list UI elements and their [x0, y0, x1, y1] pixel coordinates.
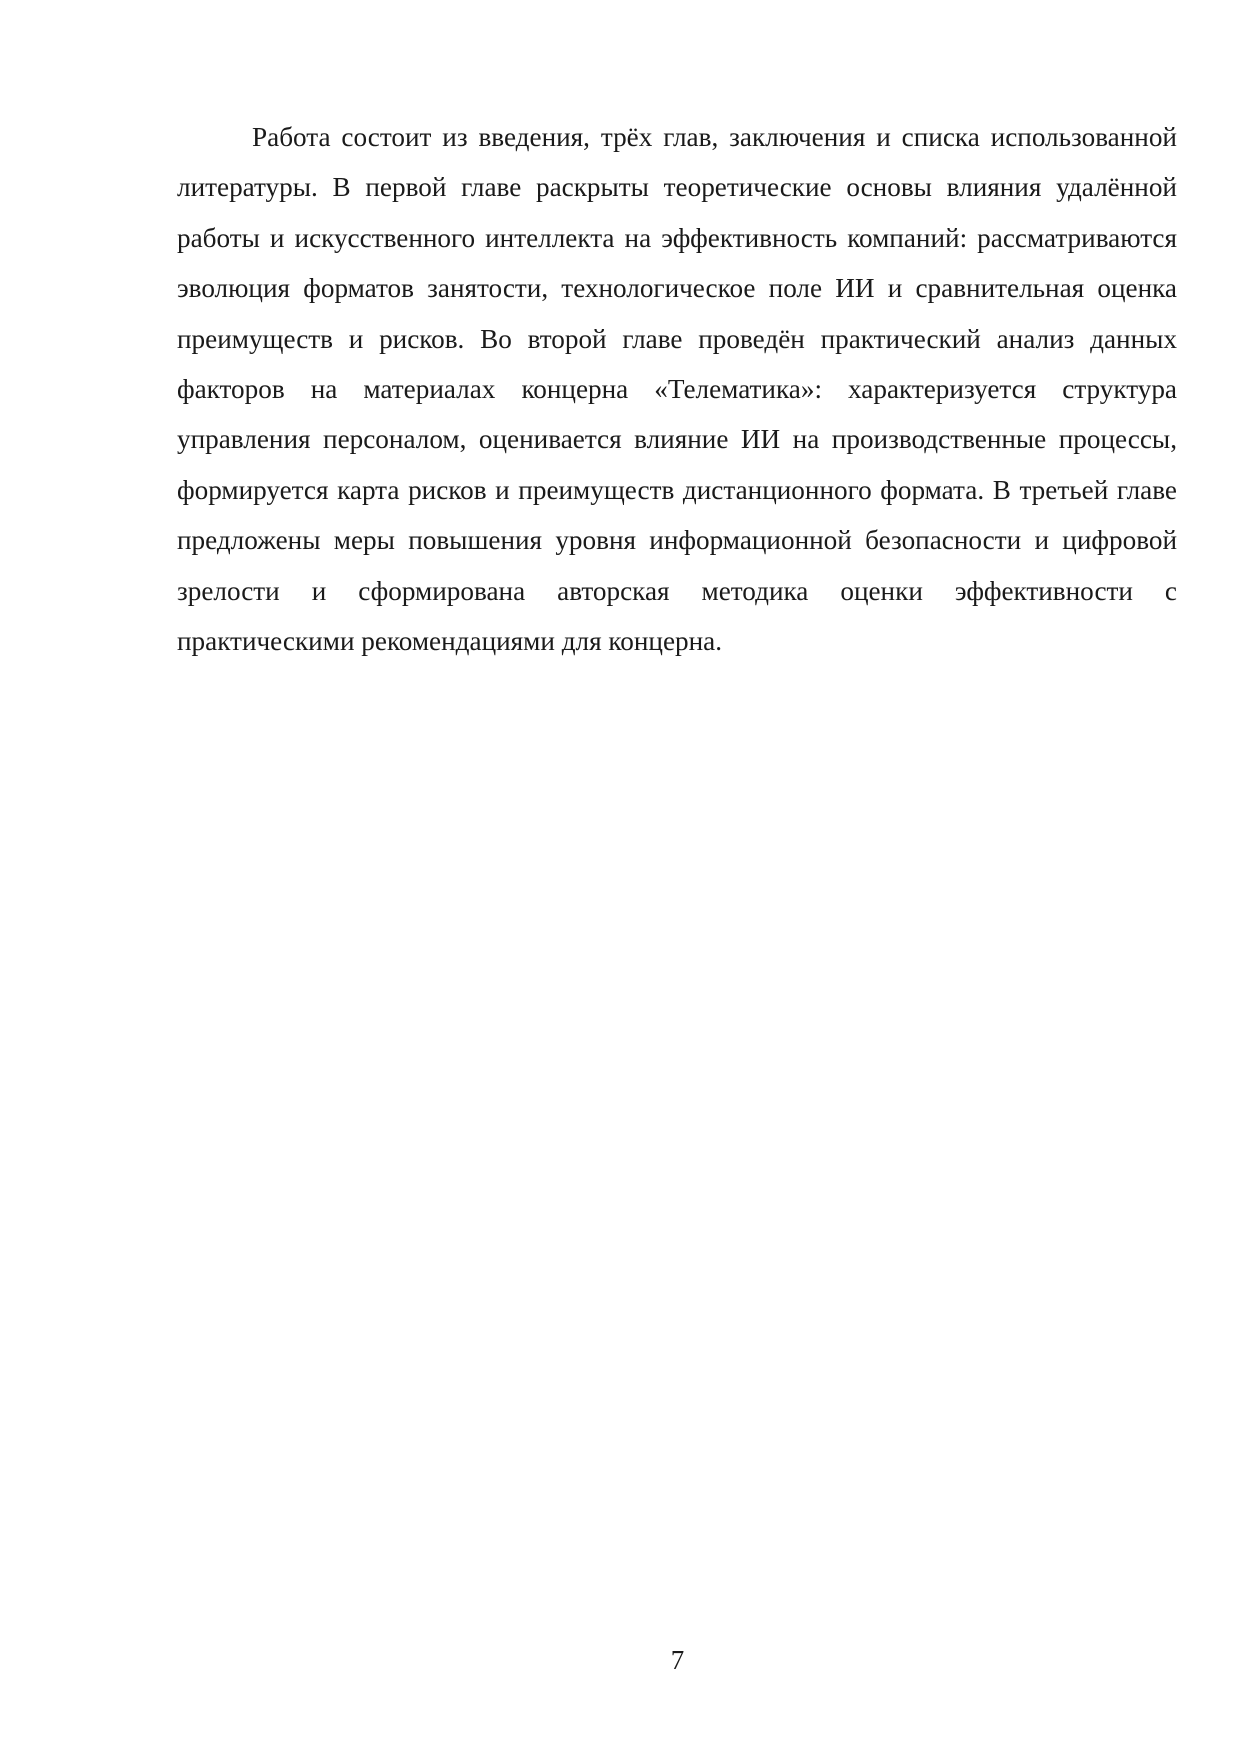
body-paragraph: Работа состоит из введения, трёх глав, заключения и списка использованной литературы. В первой главе раскрыты теоретические основы влияния удалённой работы и искусственного интеллекта на эффективность компаний: рассматриваются эволюция форматов занятости, технологическое поле ИИ и сравнительная оценка преимуществ и рисков. Во второй главе проведён практический анализ данных факторов на материалах концерна «Телематика»: характеризуется структура управления персоналом, оценивается влияние ИИ на производственные процессы, формируется карта рисков и преимуществ дистанционного формата. В третьей главе предложены меры повышения уровня информационной безопасности и цифровой зрелости и сформирована авторская методика оценки эффективности с практическими рекомендациями для концерна.: [177, 122, 1177, 657]
page-number: 7: [670, 1645, 685, 1675]
